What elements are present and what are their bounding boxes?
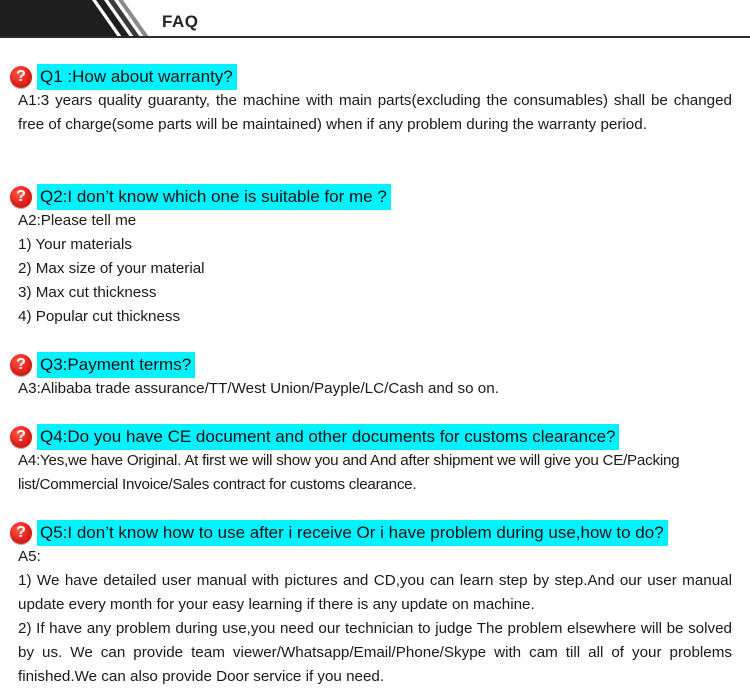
faq-header: [0, 0, 750, 40]
header-divider: [0, 36, 750, 38]
answer-line: 2) Max size of your material: [18, 260, 205, 277]
faq-item-5: [0, 520, 750, 689]
answer-text: [18, 545, 732, 569]
faq-item-2: [0, 184, 750, 329]
question-text: Q3:Payment terms?: [37, 352, 195, 378]
question-text: Q4:Do you have CE document and other documents for customs clearance?: [37, 424, 619, 450]
question-mark-icon: ?: [10, 354, 32, 376]
answer-line: 4) Popular cut thickness: [18, 308, 181, 325]
answer-text: A4:Yes,we have Original. At first we will show you and And after shipment we will give you CE/Packing list/Commercial Invoice/Sales contract for customs clearance.: [18, 452, 680, 493]
header-stripes-decoration: [0, 0, 160, 38]
question-text: Q2:I don’t know which one is suitable for me ?: [37, 184, 391, 210]
question-row: [0, 64, 750, 90]
answer-line: 3) Max cut thickness: [18, 284, 157, 301]
answer-line: A5:: [18, 548, 41, 565]
answer-line: 1) Your materials: [18, 236, 132, 253]
question-mark-icon: ?: [10, 426, 32, 448]
question-text: Q1 :How about warranty?: [37, 64, 237, 90]
page-title: FAQ: [162, 12, 199, 31]
question-mark-icon: ?: [10, 522, 32, 544]
answer-text: [18, 209, 732, 329]
question-mark-icon: ?: [10, 66, 32, 88]
question-mark-icon: ?: [10, 186, 32, 208]
answer-paragraph: 2) If have any problem during use,you need our technician to judge The problem elsewhere will be solved by us. We can provide team viewer/Whatsapp/Email/Phone/Skype with cam till all of your problems finished.We can also provide Door service if you need.: [18, 620, 732, 685]
question-row: [0, 424, 750, 450]
answer-text: A3:Alibaba trade assurance/TT/West Union/Payple/LC/Cash and so on.: [18, 380, 499, 397]
question-row: [0, 184, 750, 210]
faq-item-4: [0, 424, 750, 497]
faq-item-1: [0, 64, 750, 137]
answer-line: A2:Please tell me: [18, 212, 137, 229]
answer-paragraph: 1) We have detailed user manual with pictures and CD,you can learn step by step.And our user manual update every month for your easy learning if there is any update on machine.: [18, 572, 732, 613]
question-text: Q5:I don’t know how to use after i receive Or i have problem during use,how to do?: [37, 520, 668, 546]
question-row: [0, 352, 750, 378]
answer-text: A1:3 years quality guaranty, the machine with main parts(excluding the consumables) shall be changed free of charge(some parts will be maintained) when if any problem during the warranty period.: [18, 92, 732, 133]
question-row: [0, 520, 750, 546]
faq-item-3: [0, 352, 750, 401]
